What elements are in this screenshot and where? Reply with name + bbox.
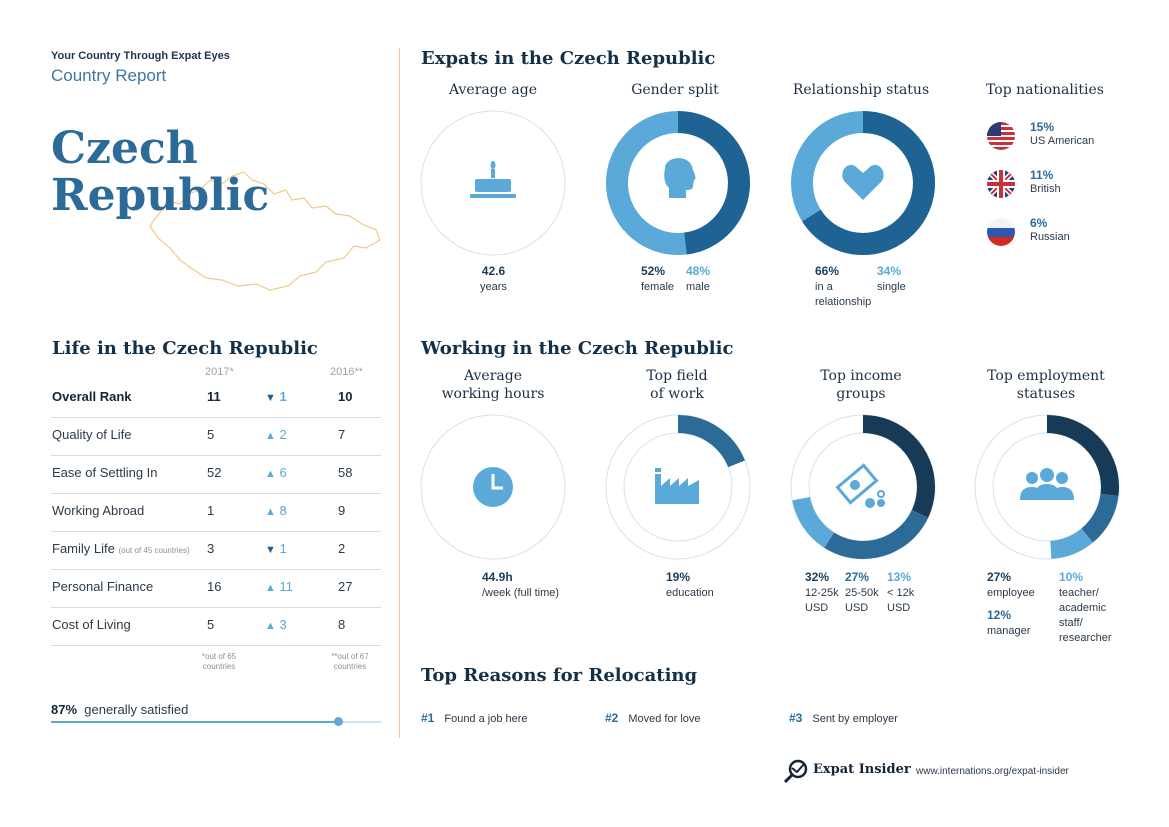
factory-icon	[655, 468, 699, 504]
rank-change	[265, 617, 287, 632]
rank-change	[265, 427, 287, 442]
rank-label-text: Ease of Settling In	[52, 465, 158, 480]
female-pct: 52%	[641, 264, 666, 278]
rank-change	[265, 541, 287, 556]
income-range: < 12k	[887, 587, 915, 599]
field-title-2: of work	[650, 386, 704, 402]
reason-number: #1	[421, 711, 435, 725]
income-currency: USD	[887, 602, 911, 614]
reasons-section-title: Top Reasons for Relocating	[421, 665, 698, 686]
teacher-label-2: academic	[1059, 602, 1107, 614]
avg-age-stat	[480, 264, 507, 295]
hours-title	[408, 367, 578, 403]
rank-2016: 2	[338, 541, 346, 556]
rank-row	[51, 493, 381, 532]
expats-section-title: Expats in the Czech Republic	[421, 48, 716, 69]
teacher-label-1: teacher/	[1059, 587, 1099, 599]
rank-2016: 9	[338, 503, 346, 518]
relationship-title: Relationship status	[792, 82, 930, 98]
male-stat	[686, 264, 710, 295]
income-donut	[788, 412, 938, 562]
employee-stat	[987, 570, 1035, 601]
arrow-up-icon: ▲	[265, 468, 276, 480]
rank-2017: 16	[207, 579, 222, 594]
expat-insider-logo-icon	[784, 759, 810, 783]
income-pct: 27%	[845, 570, 870, 584]
single-stat	[877, 264, 906, 295]
rank-change-value: 6	[279, 465, 287, 480]
employment-title-1: Top employment	[987, 368, 1105, 384]
reason-label: Sent by employer	[812, 713, 898, 725]
rank-change-value: 2	[279, 427, 287, 442]
rank-row-label	[52, 541, 190, 556]
avg-age-ring	[418, 108, 568, 258]
nationality-pct: 15%	[1030, 120, 1055, 134]
rank-row-label	[52, 427, 132, 442]
rank-row	[51, 531, 381, 570]
hours-ring	[418, 412, 568, 562]
col-header-2016: 2016**	[330, 366, 364, 378]
nationalities-title: Top nationalities	[986, 82, 1104, 98]
teacher-pct: 10%	[1059, 570, 1084, 584]
footnote-2017-b: countries	[202, 662, 236, 671]
nationality-name: US American	[1030, 135, 1095, 147]
rank-2017: 52	[207, 465, 222, 480]
income-title-1: Top income	[820, 368, 902, 384]
income-title	[776, 367, 946, 403]
rank-change-value: 3	[279, 617, 287, 632]
satisfaction-label: generally satisfied	[84, 702, 189, 717]
arrow-up-icon: ▲	[265, 430, 276, 442]
manager-pct: 12%	[987, 608, 1012, 622]
male-pct: 48%	[686, 264, 711, 278]
arrow-up-icon: ▲	[265, 506, 276, 518]
arrow-down-icon: ▼	[265, 544, 276, 556]
head-profile-icon	[664, 158, 695, 198]
footnote-2016	[319, 652, 381, 672]
rank-row	[51, 455, 381, 494]
satisfaction-bar-fill	[51, 721, 338, 723]
female-label: female	[641, 281, 675, 293]
heart-icon	[842, 165, 883, 200]
footnote-2016-a: **out of 67	[331, 652, 369, 661]
employment-title-2: statuses	[1016, 386, 1076, 402]
satisfaction-percent: 87%	[51, 702, 78, 717]
footer-url[interactable]: www.internations.org/expat-insider	[916, 766, 1069, 777]
income-currency: USD	[845, 602, 869, 614]
rank-2016: 10	[338, 389, 353, 404]
uk-flag-icon	[987, 170, 1015, 198]
people-group-icon	[1020, 468, 1074, 500]
income-pct: 32%	[805, 570, 830, 584]
rank-change	[265, 389, 287, 404]
relationship-label-2: relationship	[815, 296, 872, 308]
field-donut	[603, 412, 753, 562]
rank-row-label	[52, 389, 132, 404]
hours-title-2: working hours	[441, 386, 545, 402]
rank-label-text: Working Abroad	[52, 503, 145, 518]
cake-icon	[470, 161, 516, 198]
arrow-down-icon: ▼	[265, 392, 276, 404]
life-section-title: Life in the Czech Republic	[52, 338, 318, 359]
income-range: 12-25k	[805, 587, 839, 599]
income-currency: USD	[805, 602, 829, 614]
tagline: Your Country Through Expat Eyes	[51, 50, 230, 62]
clock-icon	[473, 467, 513, 507]
us-flag-icon	[987, 122, 1015, 150]
employment-title	[961, 367, 1131, 403]
rank-change-value: 1	[279, 541, 287, 556]
income-group-stat	[887, 570, 914, 616]
reason-label: Moved for love	[628, 713, 701, 725]
income-range: 25-50k	[845, 587, 879, 599]
rank-2016: 27	[338, 579, 353, 594]
field-title	[592, 367, 762, 403]
footnote-2017-a: *out of 65	[201, 652, 237, 661]
rank-row-label	[52, 579, 153, 594]
rank-2017: 1	[207, 503, 215, 518]
manager-label: manager	[987, 625, 1031, 637]
country-title	[51, 125, 269, 219]
income-pct: 13%	[887, 570, 912, 584]
relationship-stat	[815, 264, 871, 310]
arrow-up-icon: ▲	[265, 582, 276, 594]
satisfaction-bar	[51, 721, 381, 723]
nationality-name: Russian	[1030, 231, 1070, 243]
col-header-2017: 2017*	[205, 366, 234, 378]
rank-change-value: 1	[279, 389, 287, 404]
avg-age-unit: years	[480, 281, 507, 293]
teacher-stat	[1059, 570, 1112, 646]
rank-2016: 8	[338, 617, 346, 632]
hours-stat	[482, 570, 559, 601]
rank-2016: 58	[338, 465, 353, 480]
country-line-2: Republic	[51, 170, 270, 221]
working-section-title: Working in the Czech Republic	[421, 338, 734, 359]
relationship-label-1: in a	[815, 281, 833, 293]
income-title-2: groups	[836, 386, 886, 402]
hours-title-1: Average	[463, 368, 523, 384]
rank-change	[265, 579, 293, 594]
reason-item	[789, 711, 898, 725]
russia-flag-icon	[987, 218, 1015, 246]
money-icon	[838, 465, 885, 508]
rank-2017: 11	[207, 389, 221, 404]
teacher-label-4: researcher	[1059, 632, 1112, 644]
column-divider	[399, 48, 400, 738]
reason-item	[605, 711, 701, 725]
rank-row-label	[52, 465, 158, 480]
income-group-stat	[845, 570, 879, 616]
arrow-up-icon: ▲	[265, 620, 276, 632]
nationality-pct: 11%	[1030, 168, 1054, 182]
manager-stat	[987, 608, 1030, 639]
rank-2017: 5	[207, 427, 215, 442]
relationship-donut	[788, 108, 938, 258]
teacher-label-3: staff/	[1059, 617, 1083, 629]
satisfaction-summary	[51, 702, 188, 717]
employment-donut	[972, 412, 1122, 562]
rank-label-text: Family Life	[52, 541, 115, 556]
rank-change-value: 11	[279, 579, 294, 594]
field-stat	[666, 570, 714, 601]
country-line-1: Czech	[51, 123, 198, 174]
employee-label: employee	[987, 587, 1035, 599]
income-group-stat	[805, 570, 839, 616]
rank-row-label	[52, 503, 144, 518]
footnote-2017	[191, 652, 247, 672]
satisfaction-bar-marker	[334, 717, 343, 726]
rank-row	[51, 607, 381, 646]
avg-age-title: Average age	[448, 82, 538, 98]
reason-number: #3	[789, 711, 803, 725]
male-label: male	[686, 281, 710, 293]
rank-change-value: 8	[279, 503, 287, 518]
rank-change	[265, 465, 287, 480]
hours-value: 44.9h	[482, 570, 513, 584]
female-stat	[641, 264, 674, 295]
field-pct: 19%	[666, 570, 691, 584]
rank-row	[51, 417, 381, 456]
field-label: education	[666, 587, 714, 599]
rank-label-note: (out of 45 countries)	[118, 546, 190, 555]
reason-number: #2	[605, 711, 619, 725]
relationship-pct: 66%	[815, 264, 840, 278]
rank-row	[51, 569, 381, 608]
reason-label: Found a job here	[444, 713, 528, 725]
rank-change	[265, 503, 287, 518]
nationality-pct: 6%	[1030, 216, 1048, 230]
single-label: single	[877, 281, 906, 293]
field-title-1: Top field	[646, 368, 708, 384]
employee-pct: 27%	[987, 570, 1012, 584]
rank-2017: 3	[207, 541, 215, 556]
rank-label-text: Overall Rank	[52, 389, 132, 404]
rank-label-text: Personal Finance	[52, 579, 154, 594]
expat-insider-logo-text: Expat Insider	[813, 762, 911, 777]
reason-item	[421, 711, 528, 725]
avg-age-value: 42.6	[481, 264, 506, 278]
single-pct: 34%	[877, 264, 902, 278]
gender-title: Gender split	[631, 82, 719, 98]
rank-label-text: Quality of Life	[52, 427, 132, 442]
rank-2016: 7	[338, 427, 346, 442]
rank-2017: 5	[207, 617, 215, 632]
footnote-2016-b: countries	[333, 662, 367, 671]
gender-donut	[603, 108, 753, 258]
rank-row-label	[52, 617, 131, 632]
rank-row	[51, 379, 381, 418]
rank-label-text: Cost of Living	[52, 617, 131, 632]
hours-unit: /week (full time)	[482, 587, 560, 599]
report-subtitle: Country Report	[51, 66, 167, 85]
nationality-name: British	[1030, 183, 1061, 195]
